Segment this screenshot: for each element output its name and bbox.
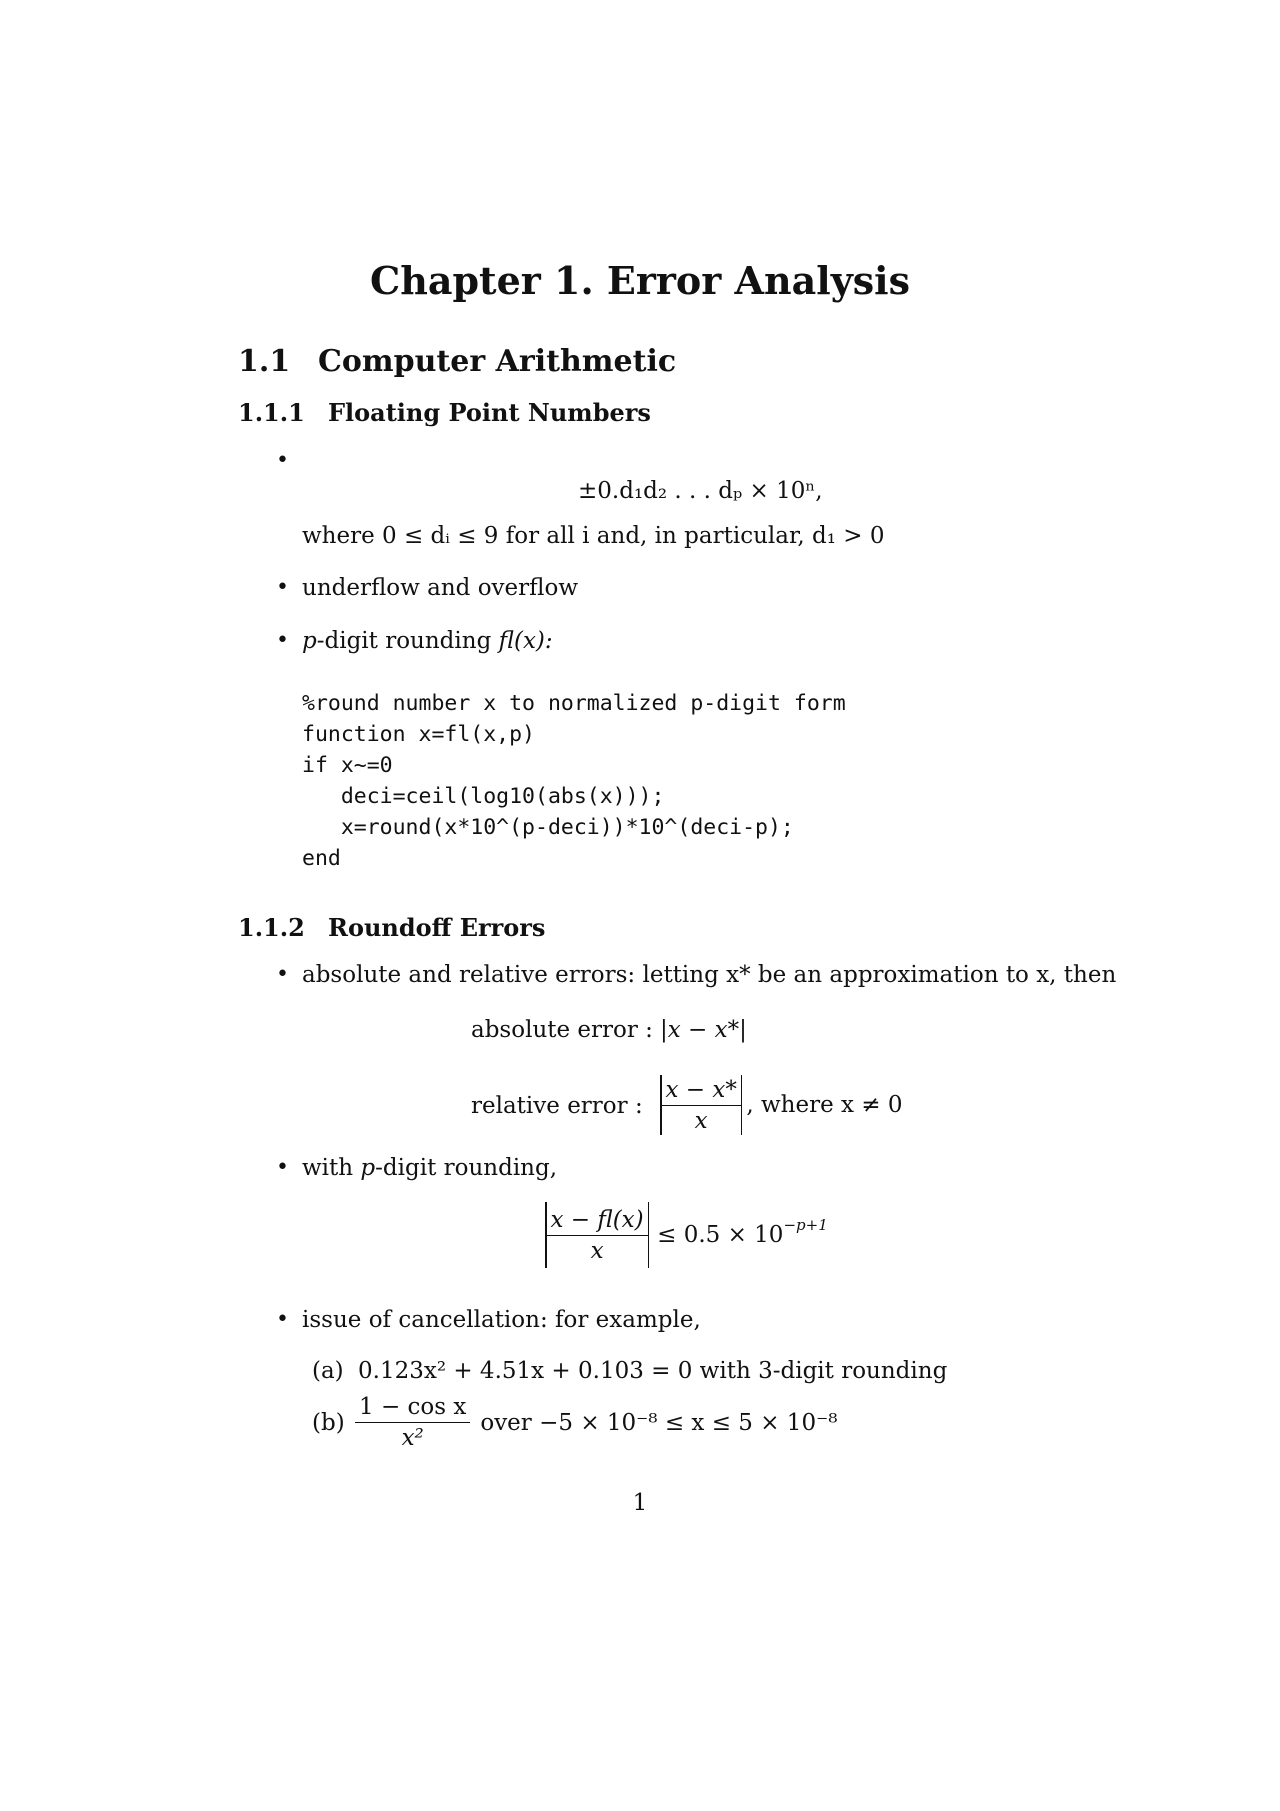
- pdigit-intro: [302, 1155, 557, 1181]
- code-block: [302, 688, 846, 874]
- page-number: 1: [632, 1490, 648, 1516]
- fp-digit-condition: where 0 ≤ dᵢ ≤ 9 for all i and, in particular, d₁ > 0: [302, 523, 885, 549]
- underflow-text: underflow and overflow: [302, 575, 579, 601]
- fraction-numerator: x − fl(x): [547, 1207, 648, 1236]
- abs-rel-intro: absolute and relative errors: letting x* be an approximation to x, then: [302, 962, 1117, 988]
- section-number: 1.1: [238, 344, 291, 379]
- absolute-error-label: absolute error :: [471, 1017, 653, 1043]
- bullet-marker: •: [276, 448, 289, 473]
- example-a-label: (a): [312, 1358, 344, 1384]
- code-line: end: [302, 846, 341, 871]
- relative-error-condition: , where x ≠ 0: [746, 1092, 903, 1118]
- subsection-number: 1.1.2: [238, 913, 305, 942]
- example-a-text: 0.123x² + 4.51x + 0.103 = 0 with 3-digit rounding: [358, 1358, 948, 1384]
- bullet-marker: •: [276, 1307, 289, 1332]
- rounding-fl-symbol: fl(x):: [498, 628, 553, 654]
- subsection-number: 1.1.1: [238, 398, 305, 427]
- fraction-numerator: x − x*: [662, 1077, 741, 1106]
- rounding-mid-text: -digit rounding: [316, 628, 499, 654]
- relative-error-label: relative error :: [471, 1093, 643, 1119]
- relative-error-expr: [660, 1075, 903, 1135]
- rounding-p-symbol: p: [302, 628, 317, 654]
- example-b-label: (b): [312, 1410, 345, 1436]
- fraction-denominator: x: [694, 1107, 708, 1134]
- code-line: deci=ceil(log10(abs(x)));: [302, 784, 665, 809]
- rounding-bound-exponent: −p+1: [783, 1216, 828, 1234]
- subsection-title: Roundoff Errors: [328, 913, 546, 942]
- chapter-title: Chapter 1. Error Analysis: [369, 258, 910, 303]
- pdigit-intro-a: with: [302, 1155, 361, 1181]
- code-line: %round number x to normalized p-digit form: [302, 691, 846, 716]
- rounding-heading: [302, 628, 553, 654]
- subsection-title: Floating Point Numbers: [328, 398, 651, 427]
- example-b-range: over −5 × 10⁻⁸ ≤ x ≤ 5 × 10⁻⁸: [480, 1409, 838, 1436]
- code-line: x=round(x*10^(p-deci))*10^(deci-p);: [302, 815, 794, 840]
- fraction-denominator: x: [590, 1237, 604, 1264]
- pdigit-intro-p: p: [360, 1155, 376, 1181]
- example-b-expr: [355, 1394, 837, 1451]
- bullet-marker: •: [276, 1155, 289, 1180]
- absolute-error-expr: |x − x*|: [660, 1017, 747, 1043]
- section-title: Computer Arithmetic: [318, 344, 677, 379]
- cancellation-intro: issue of cancellation: for example,: [302, 1307, 701, 1333]
- bullet-marker: •: [276, 575, 289, 600]
- rounding-bound-fraction: [547, 1207, 648, 1264]
- code-line: function x=fl(x,p): [302, 722, 535, 747]
- pdigit-intro-b: -digit rounding,: [375, 1155, 558, 1181]
- fp-form-equation: ±0.d₁d₂ . . . dₚ × 10ⁿ,: [578, 478, 823, 504]
- relative-error-fraction: [662, 1077, 741, 1134]
- code-line: if x~=0: [302, 753, 393, 778]
- rounding-bound-rhs: ≤ 0.5 × 10: [657, 1222, 784, 1248]
- rounding-bound-expr: [545, 1202, 828, 1268]
- bullet-marker: •: [276, 962, 289, 987]
- fraction-numerator: 1 − cos x: [355, 1394, 470, 1423]
- example-b-fraction: [355, 1394, 470, 1451]
- bullet-marker: •: [276, 628, 289, 653]
- fraction-denominator: x²: [401, 1425, 424, 1451]
